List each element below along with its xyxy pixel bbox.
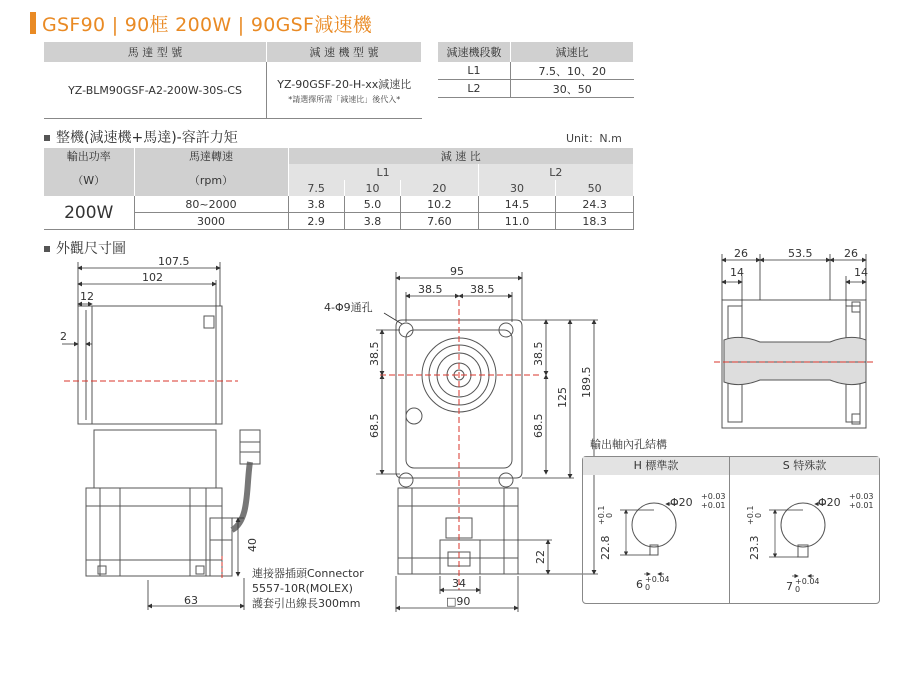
torque-cell: 14.5 xyxy=(478,196,556,213)
dim-26-right: 26 xyxy=(844,247,858,260)
dim-125: 125 xyxy=(556,387,569,408)
unit-label: Unit：N.m xyxy=(566,132,622,145)
s-tol-upper: +0.03 xyxy=(849,492,874,501)
connector-line-1: 連接器插頭Connector xyxy=(252,567,364,580)
h-key-tol-lower: 0 xyxy=(645,583,651,592)
col-speed-unit: （rpm） xyxy=(134,164,288,196)
dim-22: 22 xyxy=(534,550,547,564)
dim-68-5-v-left: 68.5 xyxy=(368,413,381,438)
dim-14-left: 14 xyxy=(730,266,744,279)
power-cell: 200W xyxy=(44,196,134,230)
title-text: GSF90 | 90框 200W | 90GSF減速機 xyxy=(42,13,373,36)
dim-12: 12 xyxy=(80,290,94,303)
dim-14-right: 14 xyxy=(854,266,868,279)
connector-note xyxy=(252,566,364,611)
dim-107-5: 107.5 xyxy=(158,255,190,268)
dim-38-5-left: 38.5 xyxy=(418,283,443,296)
h-diameter: Φ20 xyxy=(670,496,693,509)
dim-2: 2 xyxy=(60,330,67,343)
col-speed-header: 馬達轉速 xyxy=(134,148,288,164)
s-tol-lower: +0.01 xyxy=(849,501,874,510)
ratio-header: 30 xyxy=(478,180,556,196)
torque-cell: 2.9 xyxy=(288,213,344,230)
stage-l2-header: L2 xyxy=(478,164,633,180)
dim-40: 40 xyxy=(246,538,259,552)
dimension-heading-text: 外觀尺寸圖 xyxy=(56,241,126,257)
hole-label: 4-Φ9通孔 xyxy=(324,301,373,314)
ratio-header: 50 xyxy=(556,180,634,196)
dim-63: 63 xyxy=(184,594,198,607)
ratio-header: 20 xyxy=(401,180,479,196)
s-depth-tol-lower: 0 xyxy=(754,512,763,518)
dim-38-5-right: 38.5 xyxy=(470,283,495,296)
col-output-unit: （W） xyxy=(44,164,134,196)
header-gear-model: 減 速 機 型 號 xyxy=(267,42,422,62)
s-key: 7 xyxy=(786,580,793,593)
torque-heading-text: 整機(減速機+馬達)-容許力矩 xyxy=(56,130,238,146)
h-standard-label: H 標準款 xyxy=(583,457,730,475)
stage-cell: L2 xyxy=(438,80,511,98)
stage-cell: L1 xyxy=(438,62,511,80)
s-special-label: S 特殊款 xyxy=(730,457,879,475)
col-output-header: 輸出功率 xyxy=(44,148,134,164)
s-key-tol-lower: 0 xyxy=(795,585,801,594)
top-view xyxy=(722,300,866,428)
s-depth-tol-upper: +0.1 xyxy=(746,505,755,525)
stage-l1-header: L1 xyxy=(288,164,478,180)
header-ratio: 減速比 xyxy=(511,42,634,62)
gear-model-text: YZ-90GSF-20-H-xx減速比 xyxy=(277,77,412,91)
torque-cell: 3.8 xyxy=(288,196,344,213)
torque-cell: 11.0 xyxy=(478,213,556,230)
dim-68-5-v-right: 68.5 xyxy=(532,413,545,438)
dim-square-90: □90 xyxy=(446,595,471,608)
s-key-tol-upper: +0.04 xyxy=(795,577,820,586)
gear-model-note: *請選擇所需「減速比」後代入* xyxy=(288,94,401,104)
dim-102: 102 xyxy=(142,271,163,284)
torque-cell: 7.60 xyxy=(401,213,479,230)
motor-model-cell: YZ-BLM90GSF-A2-200W-30S-CS xyxy=(44,62,267,119)
dim-95: 95 xyxy=(450,265,464,278)
shaft-heading: 輸出軸內孔結構 xyxy=(590,438,667,451)
h-key: 6 xyxy=(636,578,643,591)
speed-cell: 3000 xyxy=(134,213,288,230)
torque-cell: 10.2 xyxy=(401,196,479,213)
side-view xyxy=(78,306,260,576)
dim-34: 34 xyxy=(452,577,466,590)
s-diameter: Φ20 xyxy=(818,496,841,509)
ratio-header: 10 xyxy=(344,180,400,196)
dim-38-5-v-right: 38.5 xyxy=(532,341,545,366)
torque-cell: 18.3 xyxy=(556,213,634,230)
col-ratio-header: 減 速 比 xyxy=(288,148,634,164)
h-tol-lower: +0.01 xyxy=(701,501,726,510)
shaft-box xyxy=(582,456,880,604)
torque-cell: 5.0 xyxy=(344,196,400,213)
shaft-divider xyxy=(729,457,730,603)
h-tol-upper: +0.03 xyxy=(701,492,726,501)
dim-26-left: 26 xyxy=(734,247,748,260)
speed-cell: 80~2000 xyxy=(134,196,288,213)
top-dimensions xyxy=(722,254,866,306)
ratio-cell: 7.5、10、20 xyxy=(511,62,634,80)
dim-38-5-v-left: 38.5 xyxy=(368,341,381,366)
h-depth: 22.8 xyxy=(599,535,612,560)
h-key-tol-upper: +0.04 xyxy=(645,575,670,584)
header-motor-model: 馬 達 型 號 xyxy=(44,42,267,62)
h-depth-tol-upper: +0.1 xyxy=(597,505,606,525)
s-depth: 23.3 xyxy=(748,535,761,560)
ratio-cell: 30、50 xyxy=(511,80,634,98)
header-stage: 減速機段數 xyxy=(438,42,511,62)
connector-line-2: 5557-10R(MOLEX) xyxy=(252,582,353,595)
dim-189-5: 189.5 xyxy=(580,366,593,398)
dim-53-5: 53.5 xyxy=(788,247,813,260)
h-depth-tol-lower: 0 xyxy=(605,512,614,518)
connector-line-3: 護套引出線長300mm xyxy=(252,597,361,610)
torque-cell: 24.3 xyxy=(556,196,634,213)
ratio-header: 7.5 xyxy=(288,180,344,196)
torque-cell: 3.8 xyxy=(344,213,400,230)
